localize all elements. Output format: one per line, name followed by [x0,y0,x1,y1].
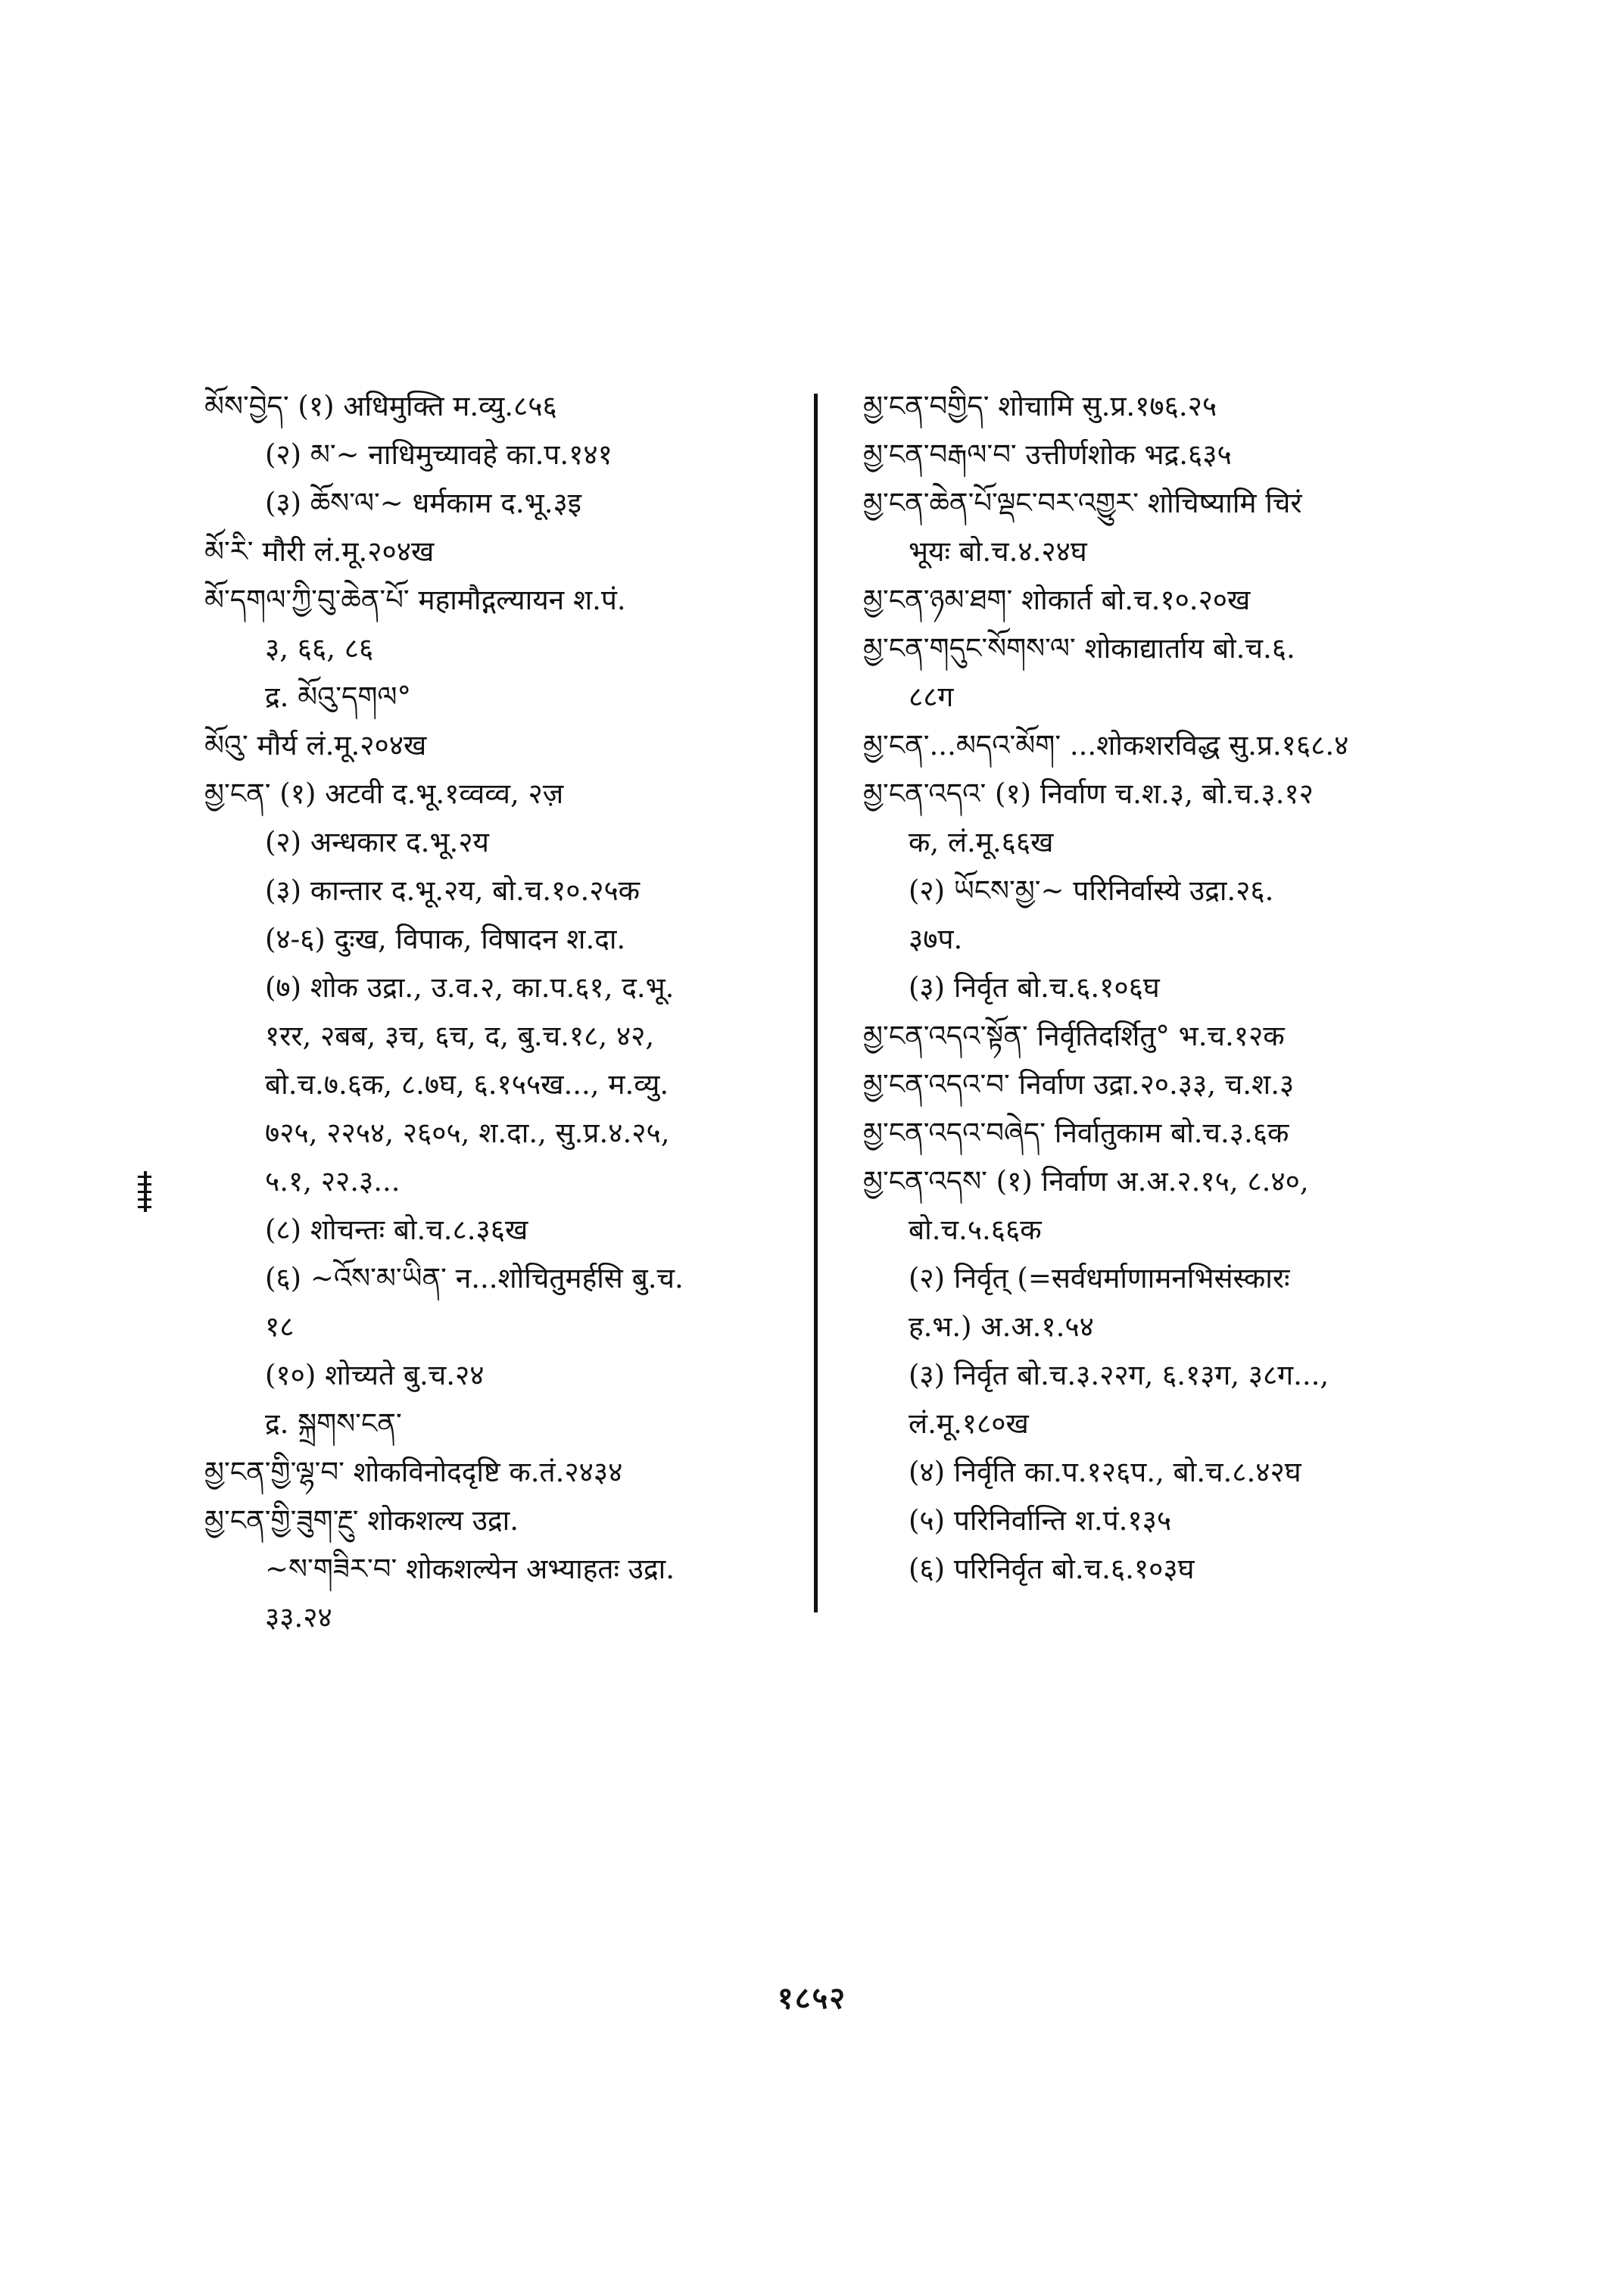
entry-line: (३) निर्वृत बो.च.६.१०६घ [909,971,1160,1004]
entry-line: མྱ་ངན་འདའ་བཞེད་ निर्वातुकाम बो.च.३.६क [863,1117,1289,1149]
entry-line: (८) शोचन्तः बो.च.८.३६ख [265,1213,528,1246]
entry-line: མྱ་ངན་འདའ་ (१) निर्वाण च.श.३, बो.च.३.१२ [863,777,1314,810]
entry-line: द्र. མོའུ་དགལ° [265,681,412,713]
entry-line: (४) निर्वृति का.प.१२६प., बो.च.८.४२घ [909,1456,1301,1488]
entry-line: (६) ~འོས་མ་ཡིན་ न...शोचितुमर्हसि बु.च. [265,1262,684,1294]
entry-line: (१०) शोच्यते बु.च.२४ [265,1359,485,1391]
entry-line: མྱ་ངན་འདའ་སྟོན་ निर्वृतिदर्शितु° भ.च.१२क [863,1020,1285,1052]
entry-line: མྱ་ངན་...མདའ་མོག་ ...शोकशरविद्ध सु.प्र.१६८.४ [863,729,1349,762]
entry-line: མྱ་ངན་བགྱིད་ शोचामि सु.प्र.१७६.२५ [863,390,1217,422]
entry-line: ३३.२४ [265,1601,332,1634]
entry-line: (२) निर्वृत् (=सर्वधर्माणामनभिसंस्कारः [909,1262,1290,1294]
entry-line: མོས་བྱེད་ (१) अधिमुक्ति म.व्यु.८५६ [204,390,557,422]
entry-line: ~ས་གཟིར་བ་ शोकशल्येन अभ्याहतः उद्रा. [265,1553,675,1585]
entry-line: མྱ་ངན་གདུང་སོགས་ལ་ शोकाद्यार्ताय बो.च.६. [863,632,1295,665]
entry-line: (४-६) दुःख, विपाक, विषादन श.दा. [265,923,626,955]
entry-line: མྱ་ངན་ཆེན་པོ་ལྡང་བར་འགྱུར་ शोचिष्यामि चिरं [863,487,1302,519]
entry-line: ७२५, २२५४, २६०५, श.दा., सु.प्र.४.२५, [265,1117,670,1149]
entry-line: ८८ग [909,681,954,713]
entry-line: མྱ་ངན་ (१) अटवी द.भू.१व्वव्व, २ज़ [204,777,564,810]
entry-line: (२) ཡོངས་མྱ་~ परिनिर्वास्ये उद्रा.२६. [909,874,1274,907]
left-column [204,382,810,1642]
entry-line: (३) निर्वृत बो.च.३.२२ग, ६.१३ग, ३८ग..., [909,1359,1329,1391]
entry-line: लं.मू.१८०ख [909,1407,1029,1440]
entry-line: ३, ६६, ८६ [265,632,374,665]
page-number: १८५२ [777,1980,847,2016]
entry-line: མྱ་ངན་འདའ་བ་ निर्वाण उद्रा.२०.३३, च.श.३ [863,1068,1295,1101]
entry-line: མྱ་ངན་གྱི་ལྷ་བ་ शोकविनोददृष्टि क.तं.२४३४ [204,1456,623,1488]
margin-mark-icon [135,1170,156,1213]
entry-line: क, लं.मू.६६ख [909,826,1054,858]
entry-line: द्र. སྐྲགས་ངན་ [265,1407,402,1440]
entry-line: མོ་དགལ་ཀྱི་བུ་ཆེན་པོ་ महामौद्गल्यायन श.पं. [204,584,626,616]
entry-line: མྱ་ངན་ཉམ་ཐག་ शोकार्त बो.च.१०.२०ख [863,584,1251,616]
entry-line: १८ [265,1310,295,1343]
entry-line: ५.१, २२.३... [265,1165,401,1198]
entry-line: མྱ་ངན་བརྒལ་བ་ उत्तीर्णशोक भद्र.६३५ [863,438,1232,471]
entry-line: (६) परिनिर्वृत बो.च.६.१०३घ [909,1553,1195,1585]
entry-line: बो.च.७.६क, ८.७घ, ६.१५५ख..., म.व्यु. [265,1068,669,1101]
entry-line: མོའུ་ मौर्य लं.मू.२०४ख [204,729,427,762]
entry-line: (५) परिनिर्वान्ति श.पं.१३५ [909,1504,1172,1537]
column-divider [814,394,818,1612]
entry-line: མྱ་ངན་འདས་ (१) निर्वाण अ.अ.२.१५, ८.४०, [863,1165,1309,1198]
entry-line: (३) ཆོས་ལ་~ धर्मकाम द.भू.३इ [265,487,581,519]
entry-line: མོ་རི་ मौरी लं.मू.२०४ख [204,535,435,568]
entry-line: भूयः बो.च.४.२४घ [909,535,1087,568]
entry-line: (३) कान्तार द.भू.२य, बो.च.१०.२५क [265,874,641,907]
entry-line: (२) अन्धकार द.भू.२य [265,826,489,858]
entry-line: (७) शोक उद्रा., उ.व.२, का.प.६१, द.भू. [265,971,675,1004]
entry-line: बो.च.५.६६क [909,1213,1042,1246]
entry-line: १रर, २बब, ३च, ६च, द, बु.च.१८, ४२, [265,1020,655,1052]
entry-line: མྱ་ངན་གྱི་ཟུག་རྔུ་ शोकशल्य उद्रा. [204,1504,519,1537]
entry-line: (२) མ་~ नाधिमुच्यावहे का.प.१४१ [265,438,613,471]
right-column [863,382,1484,1594]
entry-line: ३७प. [909,923,963,955]
entry-line: ह.भ.) अ.अ.१.५४ [909,1310,1094,1343]
